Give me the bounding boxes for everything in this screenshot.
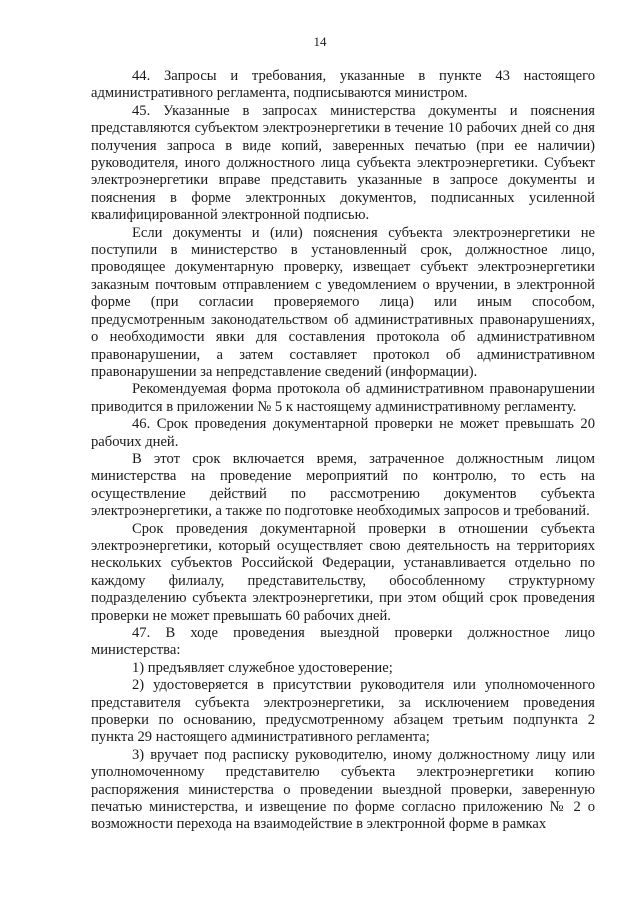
- paragraph-45-protocol-form: Рекомендуемая форма протокола об административном правонарушении приводится в приложении № 5 к настоящему административному регламенту.: [91, 381, 595, 415]
- paragraph-47-item-2: 2) удостоверяется в присутствии руководителя или уполномоченного представителя субъекта электроэнергетики, за исключением проведения проверки по основанию, предусмотренному абзацем третьим подпункта 2 пункта 29 настоящего административного регламента;: [91, 677, 595, 746]
- paragraph-46-included-time: В этот срок включается время, затраченное должностным лицом министерства на проведение мероприятий по контролю, то есть на осуществление действий по рассмотрению документов субъекта электроэнергетики, а также по подготовке необходимых запросов и требований.: [91, 450, 595, 520]
- paragraph-46: 46. Срок проведения документарной проверки не может превышать 20 рабочих дней.: [91, 416, 595, 450]
- document-body: [91, 68, 595, 834]
- paragraph-47-item-3: 3) вручает под расписку руководителю, иному должностному лицу или уполномоченному представителю субъекта электроэнергетики копию распоряжения министерства о проведении выездной проверки, заверенную печатью министерства, и извещение по форме согласно приложению № 2 о возможности перехода на взаимодействие в электронной форме в рамках: [91, 746, 595, 833]
- paragraph-45-missing-documents: Если документы и (или) пояснения субъекта электроэнергетики не поступили в министерство в установленный срок, должностное лицо, проводящее документарную проверку, извещает субъект электроэнергетики заказным почтовым отправлением с уведомлением о вручении, в электронной форме (при согласии проверяемого лица) или иным способом, предусмотренным законодательством об административных правонарушениях, о необходимости явки для составления протокола об административном правонарушении, а затем составляет протокол об административном правонарушении за непредставление сведений (информации).: [91, 224, 595, 380]
- paragraph-45: 45. Указанные в запросах министерства документы и пояснения представляются субъектом электроэнергетики в течение 10 рабочих дней со дня получения запроса в виде копий, заверенных печатью (при ее наличии) руководителя, иного должностного лица субъекта электроэнергетики. Субъект электроэнергетики вправе представить указанные в запросе документы и пояснения в форме электронных документов, подписанных усиленной квалифицированной электронной подписью.: [91, 102, 595, 224]
- paragraph-46-multi-region: Срок проведения документарной проверки в отношении субъекта электроэнергетики, который осуществляет свою деятельность на территориях нескольких субъектов Российской Федерации, устанавливается отдельно по каждому филиалу, представительству, обособленному структурному подразделению субъекта электроэнергетики, при этом общий срок проведения проверки не может превышать 60 рабочих дней.: [91, 520, 595, 624]
- paragraph-47-item-1: 1) предъявляет служебное удостоверение;: [132, 659, 393, 676]
- page-number: 14: [313, 34, 327, 49]
- paragraph-47: 47. В ходе проведения выездной проверки должностное лицо министерства:: [91, 625, 595, 659]
- paragraph-44: 44. Запросы и требования, указанные в пункте 43 настоящего административного регламента, подписываются министром.: [91, 68, 595, 102]
